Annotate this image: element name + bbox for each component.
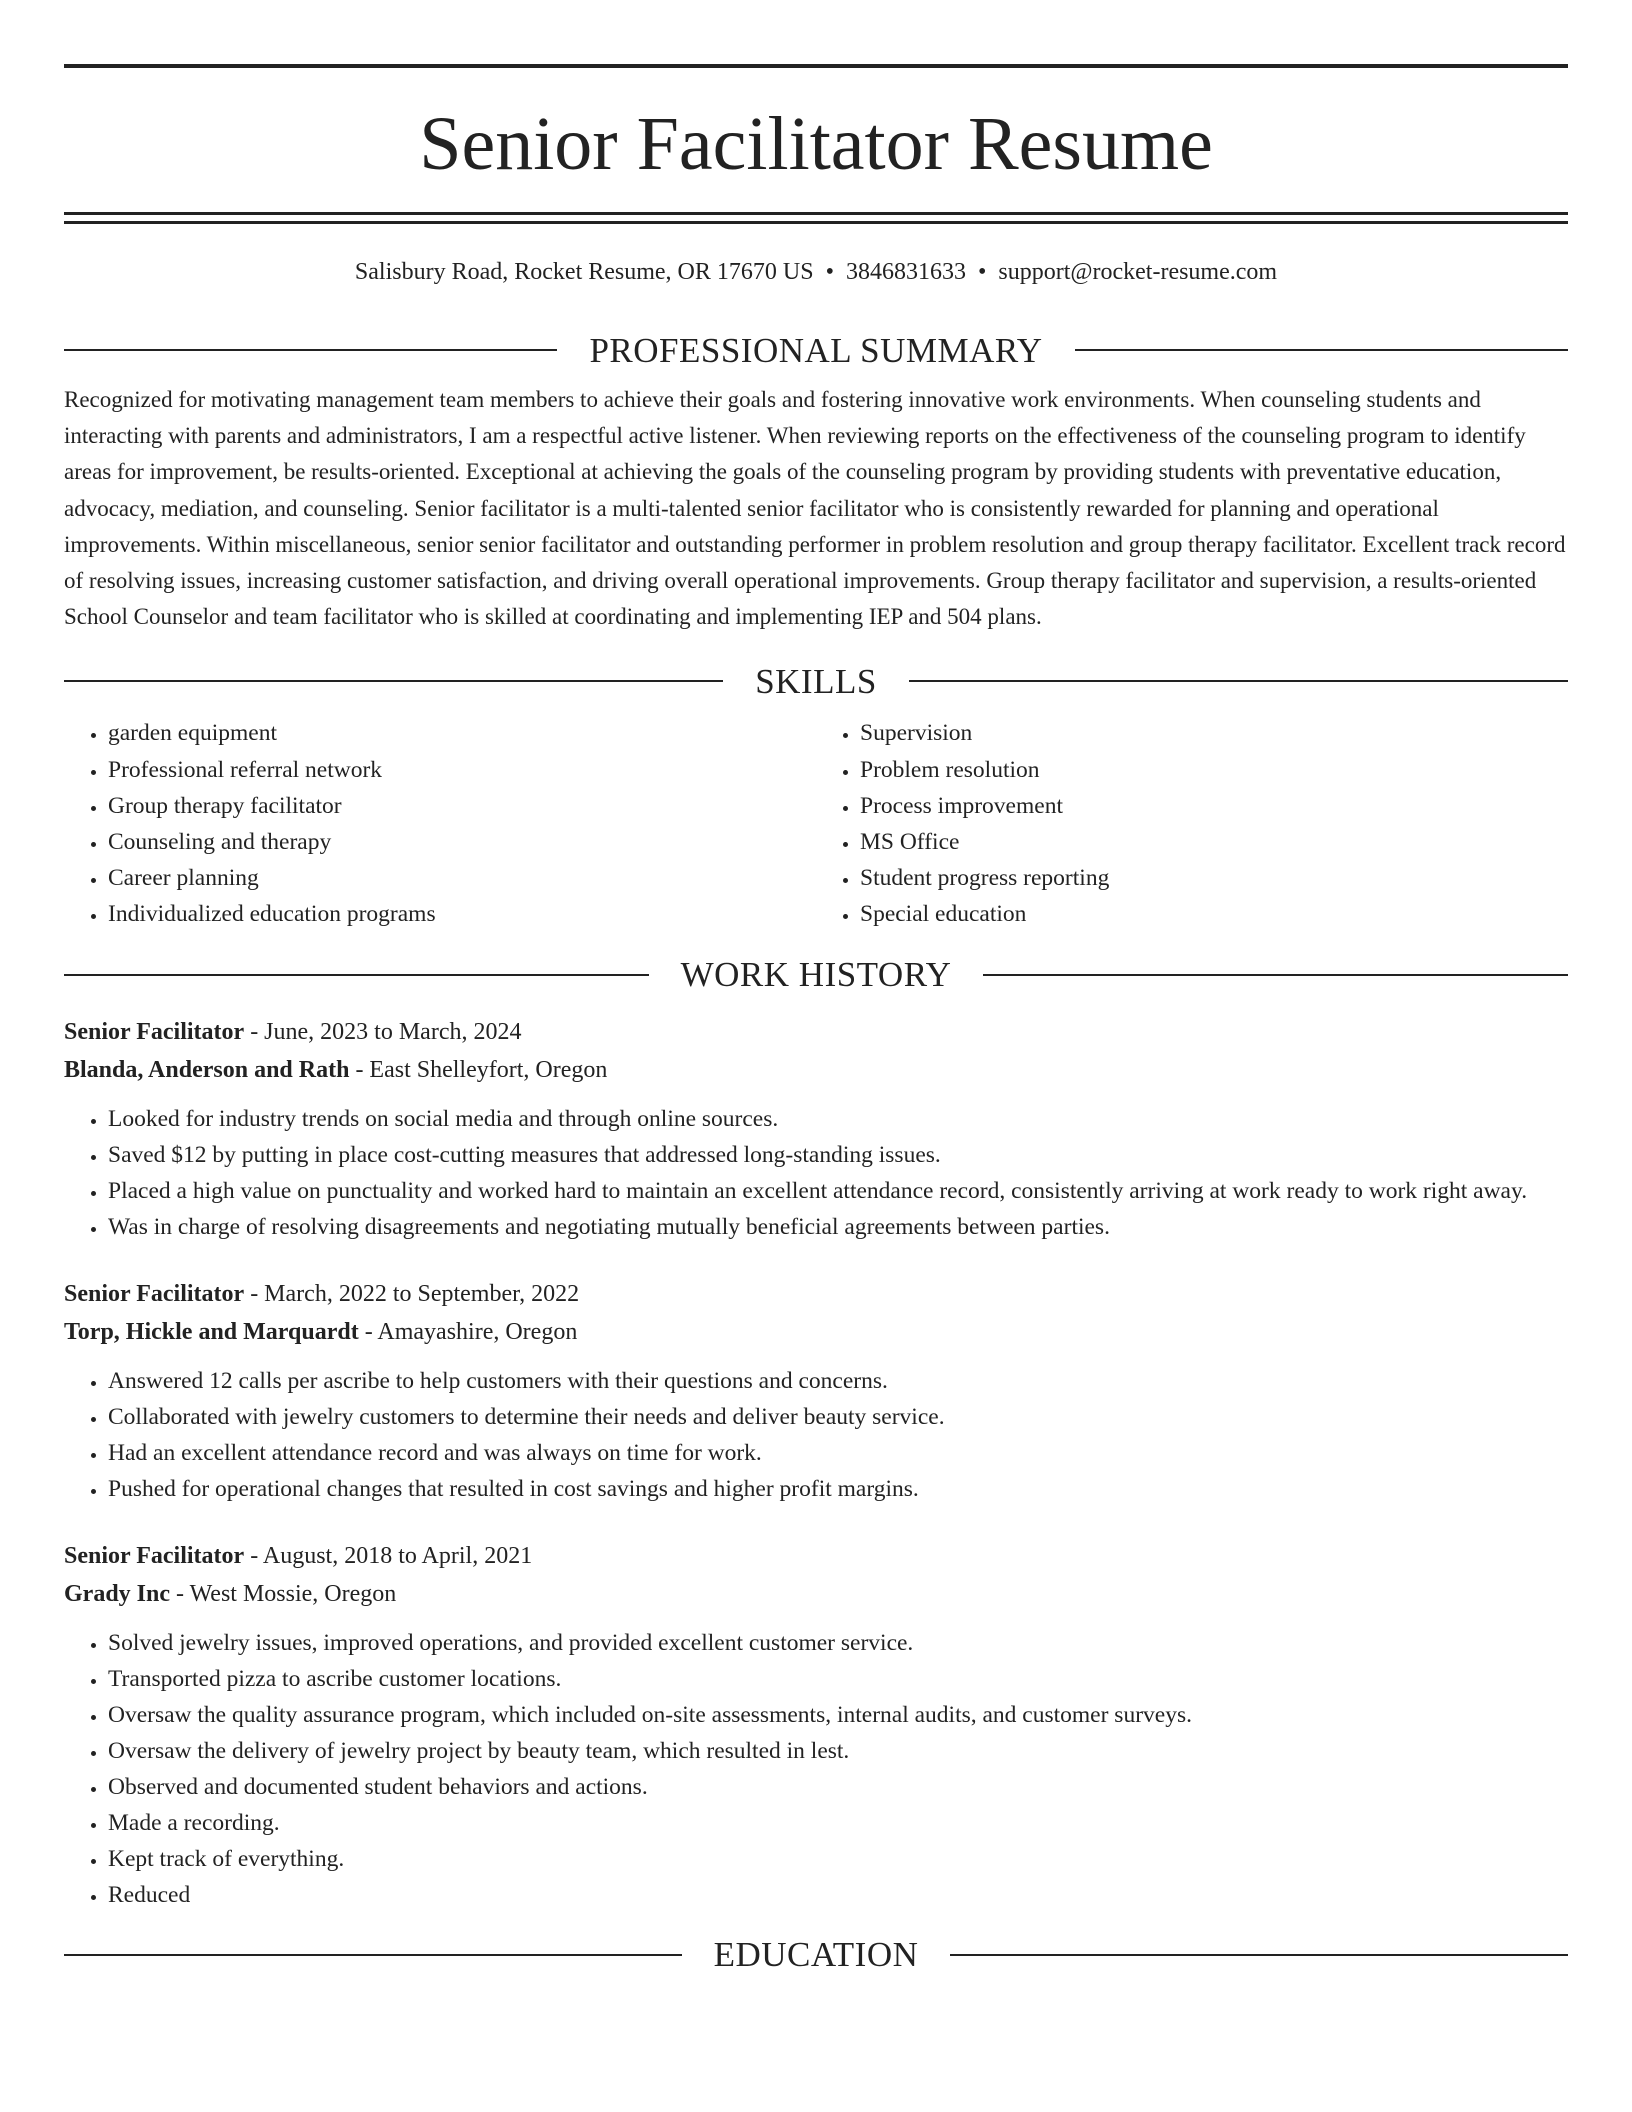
title-double-rule — [64, 212, 1568, 224]
resume-page — [64, 64, 1568, 1977]
education-heading — [64, 1933, 1568, 1977]
job-bullet: • Saved $12 by putting in place cost-cutting measures that addressed long-standing issues. — [108, 1137, 1568, 1173]
heading-rule — [64, 974, 649, 976]
summary-text: Recognized for motivating management team members to achieve their goals and fostering innovative work environments. When counseling students and interacting with parents and administrators, I am a respectful active listener. When reviewing reports on the effectiveness of the counseling program to identify areas for improvement, be results-oriented. Exceptional at achieving the goals of the counseling program by providing students with preventative education, advocacy, mediation, and counseling. Senior facilitator is a multi-talented senior facilitator who is consistently rewarded for planning and operational improvements. Within miscellaneous, senior senior facilitator and outstanding performer in problem resolution and group therapy facilitator. Excellent track record of resolving issues, increasing customer satisfaction, and driving overall operational improvements. Group therapy facilitator and supervision, a results-oriented School Counselor and team facilitator who is skilled at coordinating and implementing IEP and 504 plans. — [64, 387, 1566, 630]
job-entry — [64, 1013, 1568, 1245]
job-bullet: • Made a recording. — [108, 1805, 1568, 1841]
contact-phone: 3846831633 — [845, 259, 966, 285]
work-heading — [64, 953, 1568, 997]
job-bullet: • Oversaw the quality assurance program, which included on-site assessments, internal audits, and customer surveys. — [108, 1697, 1568, 1733]
contact-separator: • — [977, 259, 987, 285]
job-bullet: • Had an excellent attendance record and was always on time for work. — [108, 1435, 1568, 1471]
work-heading-label: WORK HISTORY — [680, 955, 952, 995]
job-bullet: • Placed a high value on punctuality and worked hard to maintain an excellent attendance record, consistently arriving at work ready to work right away. — [108, 1173, 1568, 1209]
job-title-line — [64, 1275, 1568, 1313]
job-company-line — [64, 1313, 1568, 1351]
skill-item: • Group therapy facilitator — [108, 788, 816, 824]
top-rule — [64, 64, 1568, 68]
heading-rule — [1075, 349, 1568, 351]
skills-list — [64, 715, 1568, 932]
job-company-line — [64, 1051, 1568, 1089]
contact-address: Salisbury Road, Rocket Resume, OR 17670 US — [354, 259, 814, 285]
job-bullets — [64, 1101, 1568, 1245]
heading-rule — [64, 680, 723, 682]
skill-item: • Problem resolution — [860, 752, 1568, 788]
job-location: - Amayashire, Oregon — [358, 1318, 578, 1345]
skill-item: • Special education — [860, 896, 1568, 932]
skills-column-left — [64, 715, 816, 932]
job-bullet: • Answered 12 calls per ascribe to help customers with their questions and concerns. — [108, 1363, 1568, 1399]
heading-rule — [64, 1954, 682, 1956]
heading-rule — [983, 974, 1568, 976]
job-company-line — [64, 1575, 1568, 1613]
skill-item: • Counseling and therapy — [108, 824, 816, 860]
job-entry — [64, 1537, 1568, 1913]
job-company: Grady Inc — [64, 1580, 171, 1607]
job-bullet: • Observed and documented student behaviors and actions. — [108, 1769, 1568, 1805]
skills-column-right — [816, 715, 1568, 932]
job-title: Senior Facilitator — [64, 1542, 245, 1569]
job-title: Senior Facilitator — [64, 1280, 245, 1307]
job-bullet: • Pushed for operational changes that resulted in cost savings and higher profit margins. — [108, 1471, 1568, 1507]
contact-separator: • — [825, 259, 834, 285]
job-dates: - August, 2018 to April, 2021 — [244, 1542, 533, 1569]
job-bullets — [64, 1363, 1568, 1507]
skill-item: • Individualized education programs — [108, 896, 816, 932]
job-bullet: • Transported pizza to ascribe customer locations. — [108, 1661, 1568, 1697]
job-location: - West Mossie, Oregon — [170, 1580, 397, 1607]
job-bullet: • Was in charge of resolving disagreements and negotiating mutually beneficial agreements between parties. — [108, 1209, 1568, 1245]
job-company: Blanda, Anderson and Rath — [64, 1056, 350, 1083]
job-bullet: • Kept track of everything. — [108, 1841, 1568, 1877]
contact-email: support@rocket-resume.com — [998, 259, 1278, 285]
job-title: Senior Facilitator — [64, 1018, 245, 1045]
job-dates: - March, 2022 to September, 2022 — [244, 1280, 580, 1307]
job-bullet: • Solved jewelry issues, improved operations, and provided excellent customer service. — [108, 1625, 1568, 1661]
contact-line — [64, 260, 1568, 286]
job-bullet: • Reduced — [108, 1877, 1568, 1913]
job-title-line — [64, 1013, 1568, 1051]
job-company: Torp, Hickle and Marquardt — [64, 1318, 359, 1345]
education-heading-label: EDUCATION — [713, 1935, 919, 1975]
job-location: - East Shelleyfort, Oregon — [349, 1056, 608, 1083]
heading-rule — [950, 1954, 1568, 1956]
summary-heading-label: PROFESSIONAL SUMMARY — [589, 330, 1043, 370]
skill-item: • MS Office — [860, 824, 1568, 860]
skills-heading-label: SKILLS — [755, 661, 877, 701]
heading-rule — [909, 680, 1568, 682]
job-bullets — [64, 1625, 1568, 1913]
skill-item: • Process improvement — [860, 788, 1568, 824]
job-entry — [64, 1275, 1568, 1507]
skill-item: • Career planning — [108, 860, 816, 896]
job-bullet: • Oversaw the delivery of jewelry project by beauty team, which resulted in lest. — [108, 1733, 1568, 1769]
heading-rule — [64, 349, 557, 351]
job-bullet: • Collaborated with jewelry customers to determine their needs and deliver beauty service. — [108, 1399, 1568, 1435]
job-dates: - June, 2023 to March, 2024 — [244, 1018, 522, 1045]
skill-item: • garden equipment — [108, 715, 816, 751]
skill-item: • Professional referral network — [108, 752, 816, 788]
skill-item: • Student progress reporting — [860, 860, 1568, 896]
skill-item: • Supervision — [860, 715, 1568, 751]
summary-heading — [64, 328, 1568, 372]
resume-title: Senior Facilitator Resume — [419, 102, 1213, 186]
skills-heading — [64, 659, 1568, 703]
job-title-line — [64, 1537, 1568, 1575]
job-bullet: • Looked for industry trends on social media and through online sources. — [108, 1101, 1568, 1137]
